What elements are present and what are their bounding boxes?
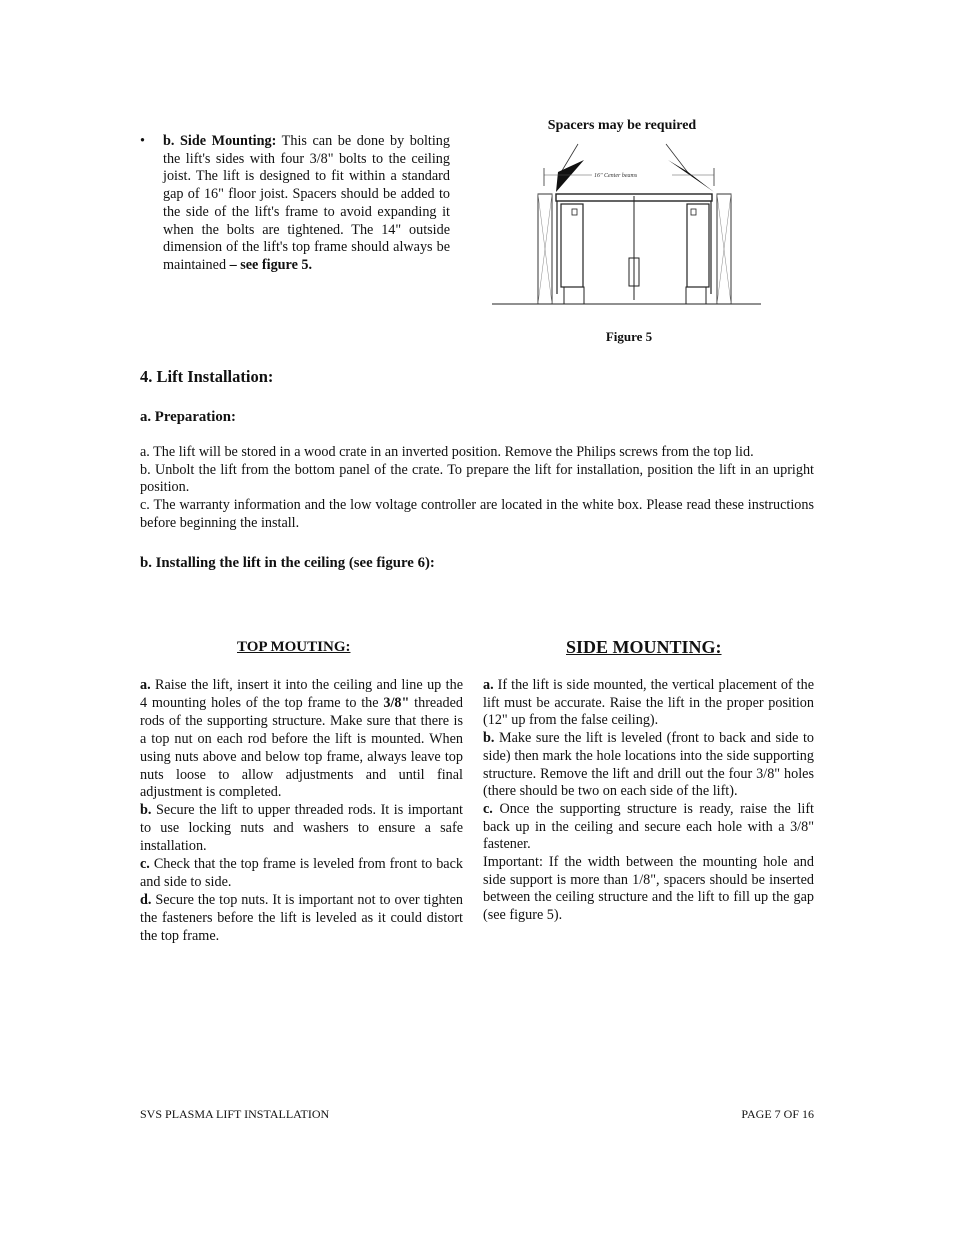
lift-column-right xyxy=(687,204,709,287)
preparation-line-b: b. Unbolt the lift from the bottom panel of the crate. To prepare the lift for installation, position the lift in an upright position. xyxy=(140,461,814,496)
figure-caption: Figure 5 xyxy=(605,329,653,344)
side-step-c-label: c. xyxy=(483,800,493,817)
top-mounting-steps xyxy=(140,677,463,946)
top-step-c-label: c. xyxy=(140,856,150,873)
side-mounting-steps xyxy=(483,677,814,925)
top-step-b-text: Secure the lift to upper threaded rods. It is important to use locking nuts and washers to ensure a safe installation. xyxy=(140,802,463,855)
top-step-b xyxy=(140,802,463,856)
top-step-b-label: b. xyxy=(140,802,152,819)
side-mounting-bullet xyxy=(140,133,450,275)
preparation-title: a. Preparation: xyxy=(140,409,236,425)
top-step-a-text-1: Raise the lift, insert it into the ceiling and line up the 4 mounting holes of the top frame to the xyxy=(140,677,463,711)
top-step-d-label: d. xyxy=(140,891,152,908)
dimension-label: 16" Center beams xyxy=(594,173,638,179)
figure-5 xyxy=(488,112,768,352)
lift-foot-left xyxy=(564,287,584,304)
footer-title: SVS PLASMA LIFT INSTALLATION xyxy=(140,1107,330,1121)
figure-5-reference: – see figure 5. xyxy=(229,256,313,273)
lift-column-left xyxy=(561,204,583,287)
bracket-left xyxy=(572,209,577,215)
side-important-note: Important: If the width between the mounting hole and side support is more than 1/8", spacers should be inserted between the ceiling structure and the lift to fill up the gap (see figure 5). xyxy=(483,854,814,924)
side-mounting-lead: b. Side Mounting: xyxy=(163,133,277,149)
side-mounting-paragraph xyxy=(163,133,450,275)
side-step-c-text: Once the supporting structure is ready, raise the lift back up in the ceiling and secure each hole with a 3/8" fastener. xyxy=(483,800,814,853)
installing-title: b. Installing the lift in the ceiling (see figure 6): xyxy=(140,555,435,571)
pointer-line-right xyxy=(666,144,689,174)
top-step-a xyxy=(140,677,463,802)
side-mounting-body: This can be done by bolting the lift's sides with four 3/8" bolts to the ceiling joist. The lift is designed to fit within a standard gap of 16" floor joist. Spacers should be added to the side of the lift's frame to avoid expanding it when the bolts are tightened. The 14" outside dimension of the lift's top frame should always be maintained xyxy=(163,133,450,273)
bracket-right xyxy=(691,209,696,215)
side-step-a xyxy=(483,677,814,730)
arrow-right-icon xyxy=(668,160,714,192)
preparation-line-a: a. The lift will be stored in a wood crate in an inverted position. Remove the Philips screws from the top lid. xyxy=(140,444,754,460)
top-step-d xyxy=(140,892,463,946)
top-step-a-bold: 3/8" xyxy=(383,694,410,711)
arrow-left-icon xyxy=(556,160,584,192)
preparation-line-c: c. The warranty information and the low voltage controller are located in the white box. Please read these instructions before beginning the install. xyxy=(140,497,814,531)
top-step-c xyxy=(140,856,463,892)
top-step-a-text-2: threaded rods of the supporting structure. Make sure that there is a top nut on each rod before the lift is mounted. When using nuts above and below top frame, always leave top nuts loose to allow adjustments and until final adjustment is completed. xyxy=(140,694,463,801)
side-step-c xyxy=(483,801,814,854)
side-step-b xyxy=(483,730,814,801)
section-title: 4. Lift Installation: xyxy=(140,367,274,386)
side-step-b-text: Make sure the lift is leveled (front to back and side to side) then mark the hole locations into the side supporting structure. Remove the lift and drill out the four 3/8" holes (there should be two on each side of the lift). xyxy=(483,730,814,800)
lift-foot-right xyxy=(686,287,706,304)
side-step-a-text: If the lift is side mounted, the vertical placement of the lift must be accurate. Raise the lift in the proper position (12" up from the false ceiling). xyxy=(483,677,814,729)
side-step-b-label: b. xyxy=(483,730,495,747)
side-step-a-label: a. xyxy=(483,677,494,693)
figure-title: Spacers may be required xyxy=(547,118,697,133)
top-step-c-text: Check that the top frame is leveled from front to back and side to side. xyxy=(140,856,463,890)
bullet-icon: • xyxy=(140,133,145,149)
top-step-a-label: a. xyxy=(140,677,151,693)
top-step-d-text: Secure the top nuts. It is important not to over tighten the fasteners before the lift is leveled as it could distort the top frame. xyxy=(140,891,463,944)
preparation-body xyxy=(140,444,814,533)
top-mounting-heading: TOP MOUTING: xyxy=(237,639,351,655)
footer-page-number: PAGE 7 OF 16 xyxy=(741,1107,814,1121)
side-mounting-heading: SIDE MOUNTING: xyxy=(566,637,722,657)
figure-5-diagram xyxy=(488,112,768,352)
